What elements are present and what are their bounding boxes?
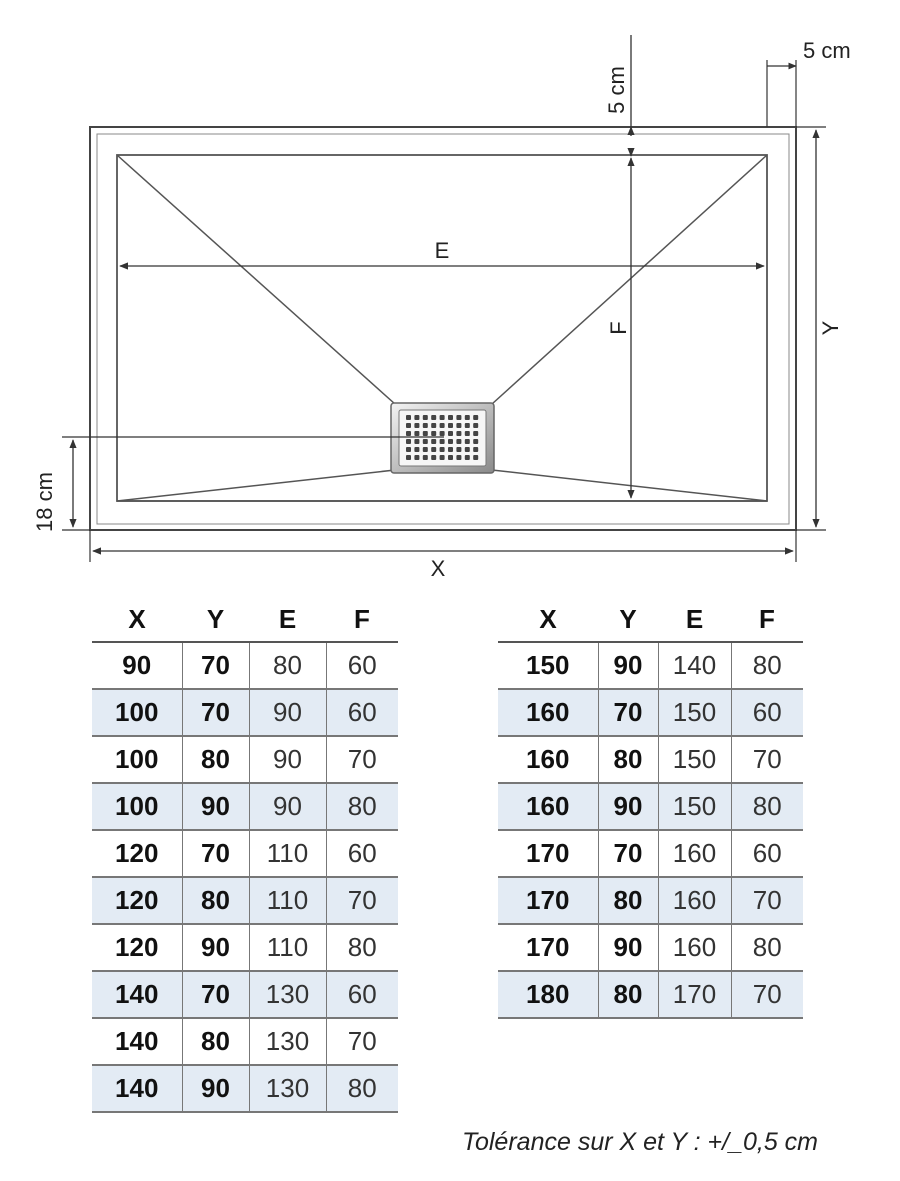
table-row <box>498 877 803 924</box>
table-row <box>92 689 398 736</box>
cell-e: 110 <box>249 924 326 971</box>
cell-f: 80 <box>731 783 803 830</box>
tolerance-note: Tolérance sur X et Y : +/_0,5 cm <box>462 1128 818 1156</box>
cell-f: 60 <box>326 689 398 736</box>
label-e: E <box>434 238 450 263</box>
cell-f: 70 <box>731 736 803 783</box>
cell-x: 120 <box>92 830 182 877</box>
dimensions-table-right <box>498 597 803 1019</box>
cell-e: 160 <box>658 924 731 971</box>
table-row <box>498 689 803 736</box>
cell-y: 80 <box>182 877 249 924</box>
cell-y: 70 <box>598 830 658 877</box>
cell-x: 120 <box>92 877 182 924</box>
cell-x: 160 <box>498 689 598 736</box>
cell-e: 150 <box>658 736 731 783</box>
cell-x: 120 <box>92 924 182 971</box>
cell-f: 60 <box>326 971 398 1018</box>
cell-e: 130 <box>249 1018 326 1065</box>
cell-f: 80 <box>731 642 803 689</box>
cell-y: 90 <box>598 642 658 689</box>
table-row <box>92 924 398 971</box>
cell-f: 70 <box>326 736 398 783</box>
table-row <box>498 642 803 689</box>
cell-e: 130 <box>249 1065 326 1112</box>
cell-f: 80 <box>731 924 803 971</box>
cell-y: 80 <box>598 736 658 783</box>
label-top-margin: 5 cm <box>604 66 629 114</box>
shower-tray-diagram <box>0 0 900 590</box>
header-f: F <box>731 597 803 642</box>
header-x: X <box>92 597 182 642</box>
header-x: X <box>498 597 598 642</box>
cell-y: 90 <box>598 783 658 830</box>
cell-y: 70 <box>182 689 249 736</box>
cell-y: 90 <box>182 924 249 971</box>
cell-x: 100 <box>92 783 182 830</box>
cell-e: 160 <box>658 877 731 924</box>
cell-y: 70 <box>182 642 249 689</box>
header-e: E <box>658 597 731 642</box>
header-y: Y <box>182 597 249 642</box>
cell-e: 170 <box>658 971 731 1018</box>
table-row <box>498 783 803 830</box>
label-f: F <box>606 321 631 335</box>
cell-f: 80 <box>326 924 398 971</box>
dimension-right-margin <box>767 38 851 127</box>
table-row <box>92 1065 398 1112</box>
table-header-row <box>498 597 803 642</box>
cell-y: 70 <box>182 971 249 1018</box>
cell-x: 140 <box>92 971 182 1018</box>
cell-f: 80 <box>326 783 398 830</box>
cell-x: 170 <box>498 877 598 924</box>
label-right-margin: 5 cm <box>803 38 851 63</box>
table-row <box>498 971 803 1018</box>
cell-x: 140 <box>92 1018 182 1065</box>
cell-e: 90 <box>249 736 326 783</box>
table-row <box>92 877 398 924</box>
cell-x: 100 <box>92 736 182 783</box>
cell-f: 60 <box>326 642 398 689</box>
cell-y: 80 <box>598 971 658 1018</box>
table-row <box>92 1018 398 1065</box>
table-row <box>92 971 398 1018</box>
cell-x: 170 <box>498 924 598 971</box>
cell-x: 140 <box>92 1065 182 1112</box>
cell-f: 70 <box>326 877 398 924</box>
table-row <box>92 736 398 783</box>
cell-e: 110 <box>249 830 326 877</box>
cell-f: 70 <box>326 1018 398 1065</box>
cell-y: 90 <box>182 783 249 830</box>
cell-f: 70 <box>731 877 803 924</box>
cell-e: 110 <box>249 877 326 924</box>
cell-x: 150 <box>498 642 598 689</box>
cell-y: 70 <box>598 689 658 736</box>
table-row <box>92 783 398 830</box>
cell-x: 100 <box>92 689 182 736</box>
cell-f: 60 <box>731 830 803 877</box>
cell-y: 80 <box>182 1018 249 1065</box>
drain-grate-icon <box>391 403 494 473</box>
dimension-y <box>796 127 843 530</box>
table-row <box>92 830 398 877</box>
cell-f: 60 <box>326 830 398 877</box>
cell-x: 170 <box>498 830 598 877</box>
cell-e: 150 <box>658 783 731 830</box>
cell-y: 80 <box>598 877 658 924</box>
cell-e: 150 <box>658 689 731 736</box>
header-y: Y <box>598 597 658 642</box>
cell-e: 80 <box>249 642 326 689</box>
cell-e: 90 <box>249 783 326 830</box>
table-header-row <box>92 597 398 642</box>
header-e: E <box>249 597 326 642</box>
label-x: X <box>430 556 446 581</box>
cell-y: 90 <box>598 924 658 971</box>
table-row <box>498 924 803 971</box>
cell-x: 90 <box>92 642 182 689</box>
cell-y: 80 <box>182 736 249 783</box>
label-y: Y <box>818 320 843 336</box>
dimension-x <box>90 530 796 581</box>
cell-e: 90 <box>249 689 326 736</box>
cell-x: 160 <box>498 783 598 830</box>
dimensions-table-left <box>92 597 398 1113</box>
label-drain-offset: 18 cm <box>32 472 57 532</box>
cell-e: 130 <box>249 971 326 1018</box>
cell-e: 140 <box>658 642 731 689</box>
cell-y: 90 <box>182 1065 249 1112</box>
table-row <box>498 830 803 877</box>
table-row <box>92 642 398 689</box>
cell-f: 80 <box>326 1065 398 1112</box>
table-row <box>498 736 803 783</box>
cell-x: 180 <box>498 971 598 1018</box>
cell-y: 70 <box>182 830 249 877</box>
cell-x: 160 <box>498 736 598 783</box>
cell-e: 160 <box>658 830 731 877</box>
cell-f: 70 <box>731 971 803 1018</box>
header-f: F <box>326 597 398 642</box>
cell-f: 60 <box>731 689 803 736</box>
